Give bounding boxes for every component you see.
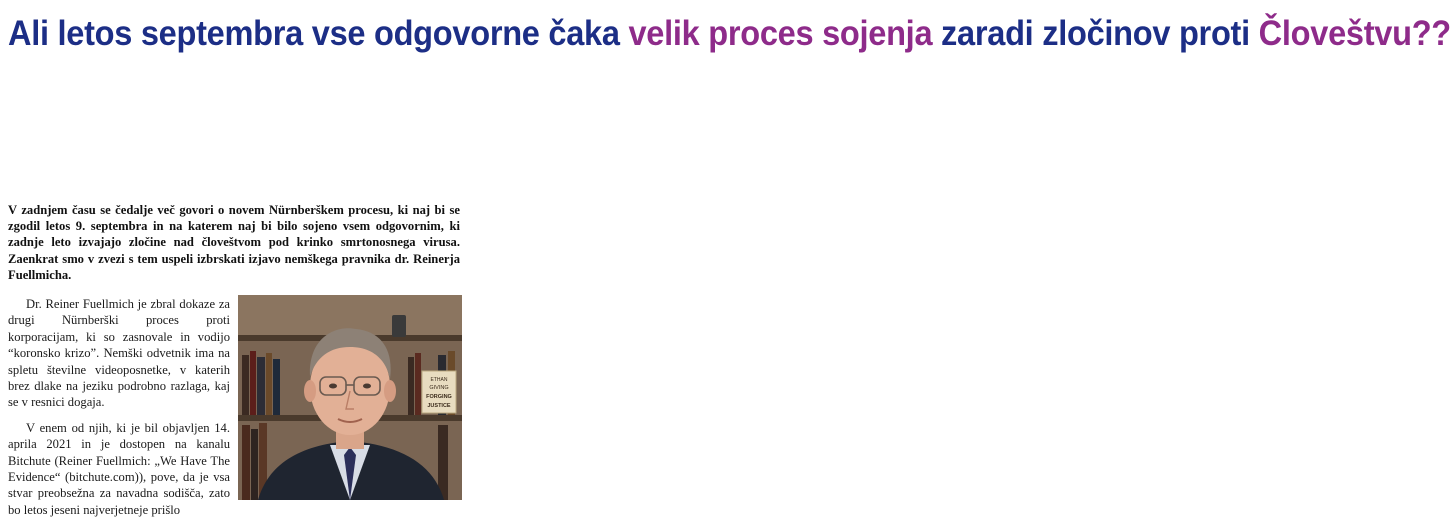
- body-paragraph-2: V enem od njih, ki je bil objavljen 14. aprila 2021 in je dostopen na kanalu Bitchute (Reiner Fuellmich: „We Have The Evidence“ (bitchute.com)), pove, da je vsa stvar preobsežna za navadna sodišča, zato bo letos jeseni najverjetneje prišlo: [8, 420, 230, 517]
- headline-part-1: Ali letos septembra vse odgovorne čaka: [8, 14, 629, 53]
- headline-part-2: zaradi zločinov proti: [932, 14, 1259, 53]
- headline-highlight-1: velik proces sojenja: [628, 14, 933, 53]
- article-lead: V zadnjem času se čedalje več govori o novem Nürnberškem procesu, ki naj bi se zgodil letos 9. septembra in na katerem naj bi bilo sojeno vsem odgovornim, ki zadnje leto izvajajo zločine nad človeštvom pod krinko smrtonosnega virusa. Zaenkrat smo v zvezi s tem uspeli izbrskati izjavo nemškega pravnika dr. Reinerja Fuellmicha.: [8, 203, 460, 282]
- article-photo: [238, 295, 462, 500]
- article-headline: [8, 14, 1451, 55]
- headline-highlight-2: Človeštvu??: [1258, 14, 1451, 53]
- book-spine-line-4: JUSTICE: [427, 403, 451, 409]
- article-body-column: [8, 296, 230, 517]
- body-paragraph-1: Dr. Reiner Fuellmich je zbral dokaze za drugi Nürnberški proces proti korporacijam, ki so zasnovale in vodijo “koronsko krizo”. Nemški odvetnik ima na spletu številne videoposnetke, v katerih brez dlake na jeziku podrobno razlaga, kaj se v resnici dogaja.: [8, 297, 230, 410]
- book-spine-line-1: ETHAN: [430, 377, 448, 383]
- book-spine-line-3: FORGING: [426, 394, 452, 400]
- photo-illustration: [238, 295, 462, 500]
- book-spine-line-2: GIVING: [429, 385, 449, 391]
